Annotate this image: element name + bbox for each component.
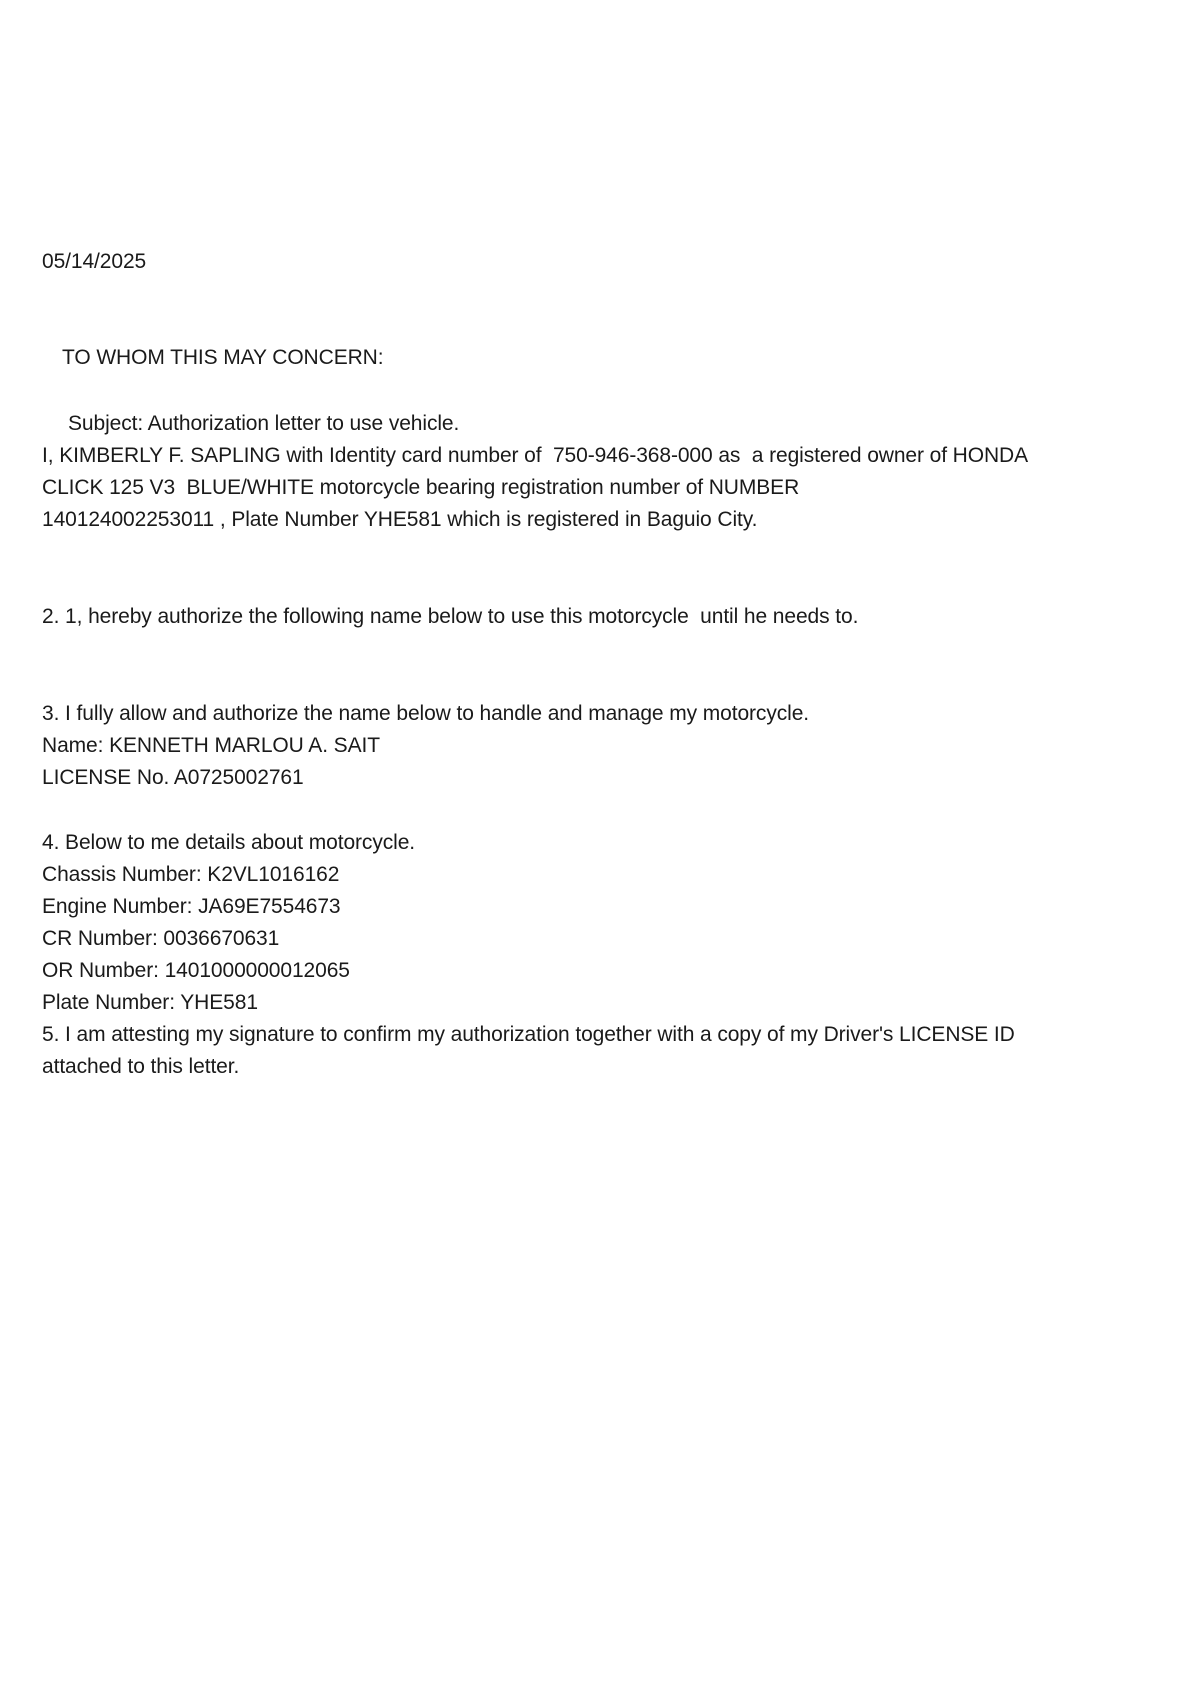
authorized-name: Name: KENNETH MARLOU A. SAIT [42,734,380,757]
chassis-number: Chassis Number: K2VL1016162 [42,863,340,886]
letter-subject: Subject: Authorization letter to use vehicle. [68,412,460,435]
paragraph-1-line-1: I, KIMBERLY F. SAPLING with Identity card number of 750-946-368-000 as a registered owner of HONDA [42,444,1029,467]
paragraph-5-line-1: 5. I am attesting my signature to confirm my authorization together with a copy of my Driver's LICENSE ID [42,1023,1015,1046]
paragraph-3-line-1: 3. I fully allow and authorize the name below to handle and manage my motorcycle. [42,702,810,725]
letter-salutation: TO WHOM THIS MAY CONCERN: [62,346,384,369]
or-number: OR Number: 1401000000012065 [42,959,350,982]
cr-number: CR Number: 0036670631 [42,927,280,950]
paragraph-1-line-2: CLICK 125 V3 BLUE/WHITE motorcycle bearing registration number of NUMBER [42,476,800,499]
paragraph-1-line-3: 140124002253011 , Plate Number YHE581 which is registered in Baguio City. [42,508,758,531]
paragraph-2: 2. 1, hereby authorize the following name below to use this motorcycle until he needs to. [42,605,859,628]
paragraph-5-line-2: attached to this letter. [42,1055,240,1078]
plate-number: Plate Number: YHE581 [42,991,258,1014]
paragraph-4-heading: 4. Below to me details about motorcycle. [42,831,416,854]
letter-date: 05/14/2025 [42,250,147,273]
license-number: LICENSE No. A0725002761 [42,766,304,789]
engine-number: Engine Number: JA69E7554673 [42,895,341,918]
